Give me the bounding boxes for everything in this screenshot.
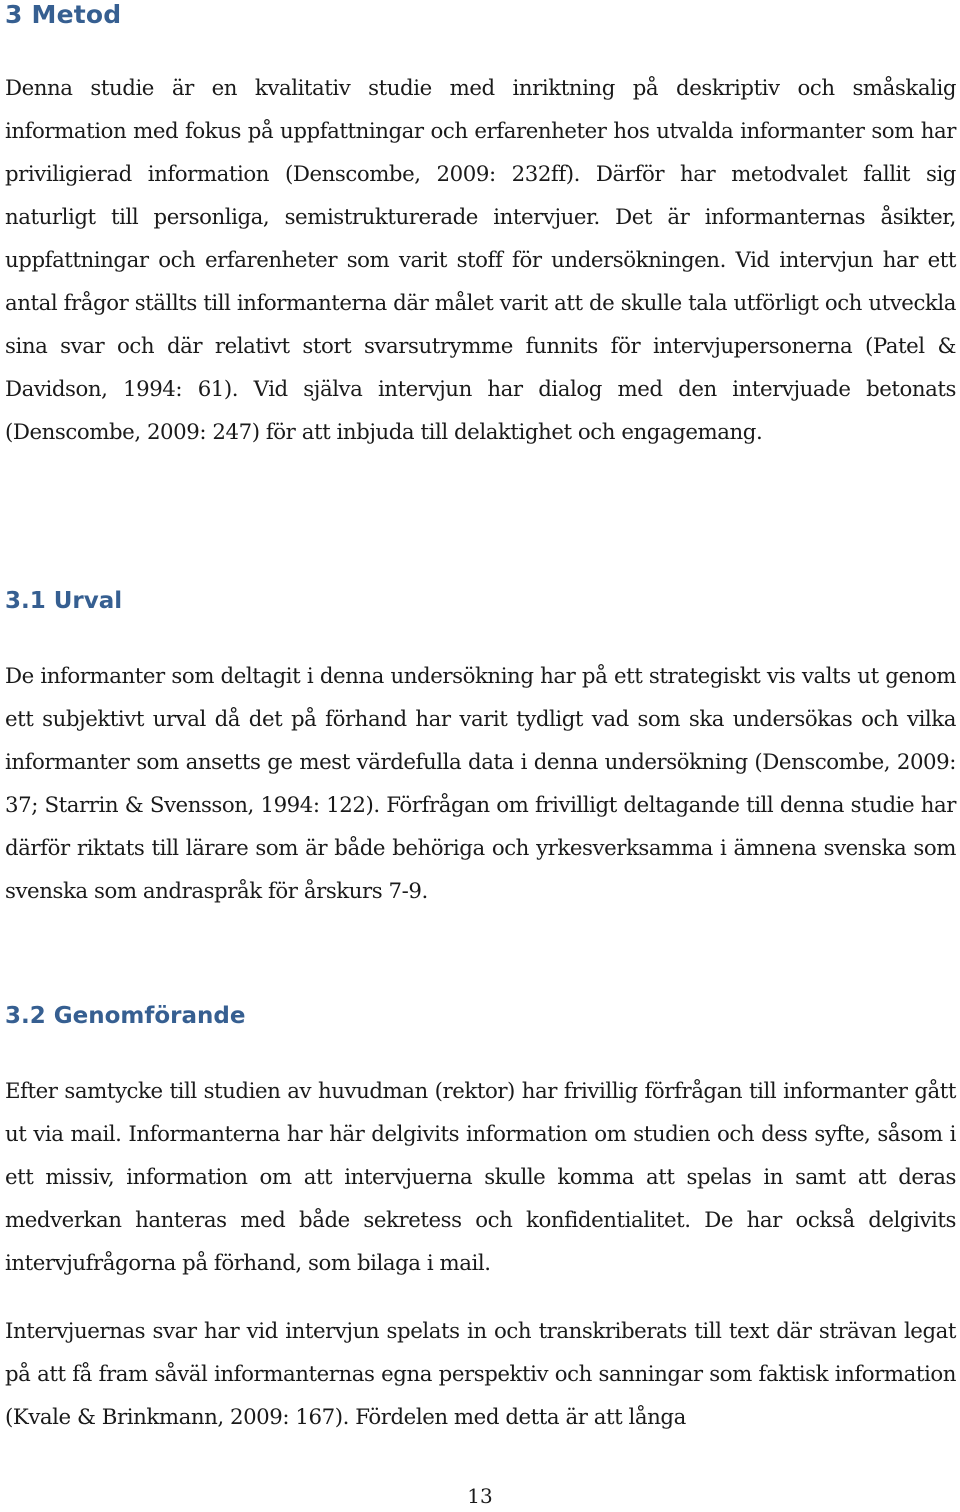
page-number: 13 [467,1484,493,1508]
section-heading-genomforande: 3.2 Genomförande [5,1003,246,1029]
paragraph-genomforande-1: Efter samtycke till studien av huvudman (rektor) har frivillig förfrågan till informanter gått ut via mail. Informanterna har här delgivits information om studien och dess syfte, såsom i ett missiv, information om att intervjuerna skulle komma att spelas in samt att deras medverkan hanteras med både sekretess och konfidentialitet. De har också delgivits intervjufrågorna på förhand, som bilaga i mail. [5,1079,956,1276]
paragraph-urval: De informanter som deltagit i denna undersökning har på ett strategiskt vis valts ut genom ett subjektivt urval då det på förhand har varit tydligt vad som ska undersökas och vilka informanter som ansetts ge mest värdefulla data i denna undersökning (Denscombe, 2009: 37; Starrin & Svensson, 1994: 122). Förfrågan om frivilligt deltagande till denna studie har därför riktats till lärare som är både behöriga och yrkesverksamma i ämnena svenska som svenska som andraspråk för årskurs 7-9. [5,664,956,904]
paragraph-genomforande-2: Intervjuernas svar har vid intervjun spelats in och transkriberats till text där strävan legat på att få fram såväl informanternas egna perspektiv och sanningar som faktisk information (Kvale & Brinkmann, 2009: 167). Fördelen med detta är att långa [5,1319,956,1430]
section-heading-urval: 3.1 Urval [5,588,123,614]
section-heading-metod: 3 Metod [5,0,122,29]
paragraph-metod-intro: Denna studie är en kvalitativ studie med inriktning på deskriptiv och småskalig information med fokus på uppfattningar och erfarenheter hos utvalda informanter som har priviligierad information (Denscombe, 2009: 232ff). Därför har metodvalet fallit sig naturligt till personliga, semistrukturerade intervjuer. Det är informanternas åsikter, uppfattningar och erfarenheter som varit stoff för undersökningen. Vid intervjun har ett antal frågor ställts till informanterna där målet varit att de skulle tala utförligt och utveckla sina svar och där relativt stort svarsutrymme funnits för intervjupersonerna (Patel & Davidson, 1994: 61). Vid själva intervjun har dialog med den intervjuade betonats (Denscombe, 2009: 247) för att inbjuda till delaktighet och engagemang. [5,76,956,445]
